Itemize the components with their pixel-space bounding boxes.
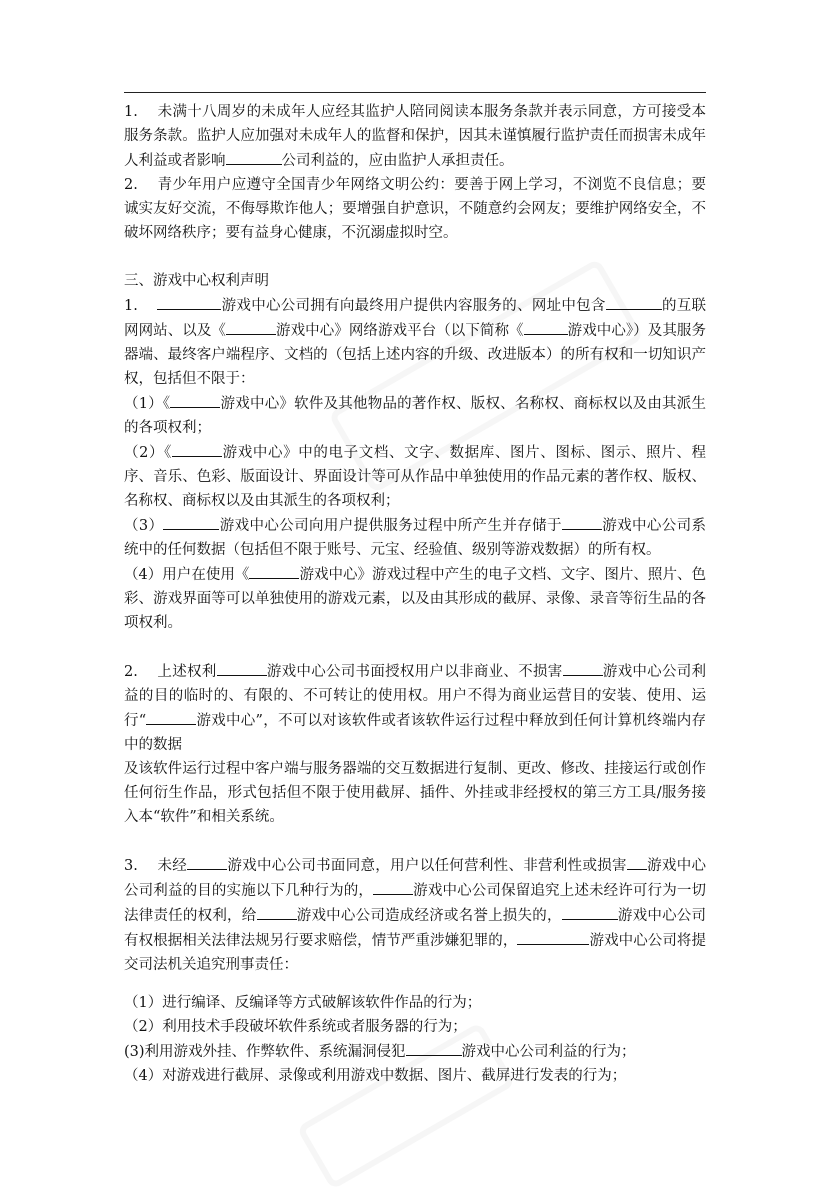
clause-text: 的互联网网站、以及《 — [124, 298, 707, 339]
clause-text: 游戏中心》网络游戏平台（以下简称《 — [275, 323, 524, 339]
rights-item-3 — [124, 513, 706, 562]
rights-clause-2 — [124, 659, 706, 829]
fill-blank — [406, 1039, 462, 1056]
item-text: 游戏中心公司利益的行为； — [461, 1044, 636, 1060]
fill-blank — [373, 878, 413, 895]
item-text: （3） — [124, 518, 164, 534]
fill-blank — [627, 853, 647, 870]
fill-blank — [249, 562, 299, 579]
minor-clause-2 — [124, 173, 706, 245]
prohibited-item-4: （4）对游戏进行截屏、录像或利用游戏中数据、图片、截屏进行发表的行为； — [124, 1068, 627, 1084]
fill-blank — [170, 391, 220, 408]
fill-blank — [257, 903, 297, 920]
prohibited-item-1: （1）进行编译、反编译等方式破解该软件作品的行为； — [124, 995, 482, 1011]
fill-blank — [217, 659, 267, 676]
clause-number: 2. — [124, 664, 138, 680]
clause-text: 游戏中心公司利益的目的临时的、有限的、不可转让的使用权。用户不得为商业运营目的安装、使用、运行“ — [124, 664, 707, 729]
item-text: 游戏中心》中的电子文档、文字、数据库、图片、图标、图示、照片、程序、音乐、色彩、版面设计、界面设计等可从作品中单独使用的作品元素的著作权、版权、名称权、商标权以及由其派生的各项权利； — [124, 445, 706, 509]
item-text: （4）用户在使用《 — [124, 567, 250, 583]
fill-blank — [157, 293, 221, 310]
clause-text: 游戏中心公司有权根据相关法律法规另行要求赔偿，情节严重涉嫌犯罪的， — [124, 908, 707, 949]
spacer — [124, 829, 706, 853]
header-rule — [124, 92, 706, 93]
spacer — [124, 977, 706, 991]
clause-text: 青少年用户应遵守全国青少年网络文明公约：要善于网上学习，不浏览不良信息；要诚实友好交流，不侮辱欺诈他人；要增强自护意识，不随意约会网友；要维护网络安全，不破坏网络秩序；要有益身心健康，不沉溺虚拟时空。 — [124, 177, 707, 241]
fill-blank — [226, 148, 282, 165]
prohibited-item-2: （2）利用技术手段破坏软件系统或者服务器的行为； — [124, 1019, 467, 1035]
prohibited-item-3 — [124, 1039, 706, 1064]
fill-blank — [226, 318, 276, 335]
item-text: 游戏中心》软件及其他物品的著作权、版权、名称权、商标权以及由其派生的各项权利； — [124, 396, 706, 436]
item-text: (3)利用游戏外挂、作弊软件、系统漏洞侵犯 — [124, 1044, 406, 1060]
item-text: 游戏中心公司系统中的任何数据（包括但不限于账号、元宝、经验值、级别等游戏数据）的所有权。 — [124, 518, 707, 558]
clause-number: 2. — [124, 177, 138, 193]
clause-number: 3. — [124, 858, 138, 874]
clause-text: 游戏中心公司拥有向最终用户提供内容服务的、网址中包含 — [221, 298, 606, 314]
clause-text: 游戏中心公司造成经济或名誉上损失的， — [296, 908, 562, 924]
item-text: 游戏中心》游戏过程中产生的电子文档、文字、图片、照片、色彩、游戏界面等可以单独使用的游戏元素，以及由其形成的截屏、录像、录音等衍生品的各项权利。 — [124, 567, 706, 631]
minor-clause-1 — [124, 100, 706, 173]
rights-item-2 — [124, 440, 706, 513]
clause-text: 未经 — [157, 858, 188, 874]
fill-blank — [172, 440, 222, 457]
clause-text: 游戏中心公司书面授权用户以非商业、不损害 — [266, 664, 563, 680]
rights-clause-3 — [124, 853, 706, 977]
clause-text: 公司利益的，应由监护人承担责任。 — [281, 153, 514, 169]
clause-text: 上述权利 — [157, 664, 217, 680]
clause-text: 游戏中心公司书面同意，用户以任何营利性、非营利性或损害 — [227, 858, 627, 874]
fill-blank — [563, 659, 603, 676]
fill-blank — [163, 513, 219, 530]
clause-text: 游戏中心”，不可以对该软件或者该软件运行过程中释放到任何计算机终端内存中的数据 — [124, 713, 706, 753]
fill-blank — [517, 928, 589, 945]
fill-blank — [562, 513, 602, 530]
fill-blank — [524, 318, 568, 335]
clause-text: 及该软件运行过程中客户端与服务器端的交互数据进行复制、更改、修改、挂接运行或创作任何衍生作品，形式包括但不限于使用截屏、插件、外挂或非经授权的第三方工具/服务接入本“软件”和相关系统。 — [124, 761, 706, 825]
spacer — [124, 635, 706, 659]
rights-item-4 — [124, 562, 706, 635]
fill-blank — [187, 853, 227, 870]
item-text: 游戏中心公司向用户提供服务过程中所产生并存储于 — [219, 518, 562, 534]
fill-blank — [606, 293, 662, 310]
document-body — [124, 100, 706, 1088]
clause-text: 未满十八周岁的未成年人应经其监护人陪同阅读本服务条款并表示同意，方可接受本服务条款。监护人应加强对未成年人的监督和保护，因其未谨慎履行监护责任而损害未成年人利益或者影响 — [124, 104, 707, 169]
section-title: 三、游戏中心权利声明 — [124, 273, 269, 289]
clause-number: 1. — [124, 104, 138, 120]
rights-item-1 — [124, 391, 706, 440]
clause-text: 游戏中心公司保留追究上述未经许可行为一切法律责任的权利，给 — [124, 883, 707, 924]
item-text: （1）《 — [124, 396, 171, 412]
fill-blank — [562, 903, 618, 920]
item-text: （2）《 — [124, 445, 172, 461]
clause-text: 游戏中心公司将提交司法机关追究刑事责任： — [124, 933, 707, 973]
fill-blank — [146, 708, 196, 725]
clause-text: 游戏中心》）及其服务器端、最终客户端程序、文档的（包括上述内容的升级、改进版本）的所有权和一切知识产权，包括但不限于： — [124, 323, 707, 387]
clause-number: 1. — [124, 298, 138, 314]
spacer — [124, 245, 706, 269]
clause-text: 游戏中心公司利益的目的实施以下几种行为的， — [124, 858, 707, 899]
rights-clause-1 — [124, 293, 706, 391]
